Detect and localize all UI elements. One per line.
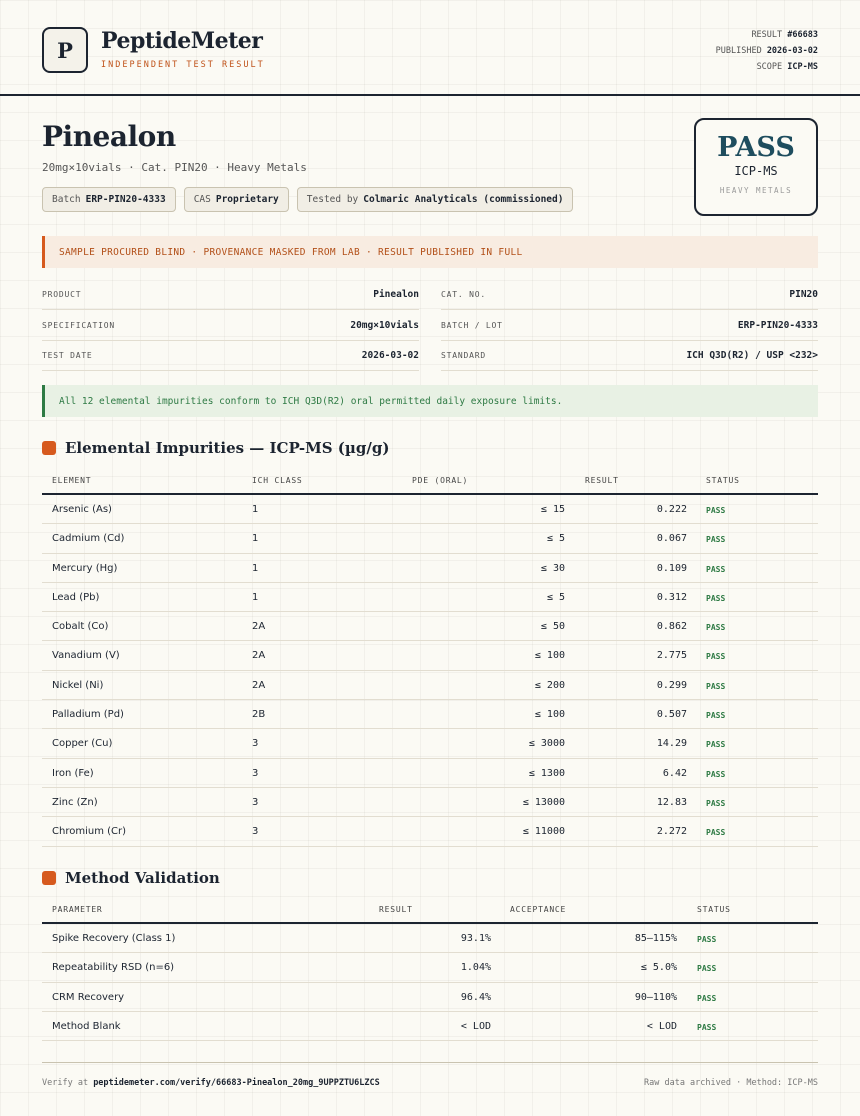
- cell-pde: ≤ 100: [534, 709, 565, 721]
- meta-result-value: #66683: [787, 30, 818, 40]
- verify-prefix: Verify at: [42, 1078, 89, 1088]
- cell-pde: ≤ 11000: [522, 826, 565, 838]
- status-badge: PASS: [706, 593, 726, 603]
- logo-mark: [42, 27, 88, 73]
- cell-result: 93.1%: [460, 933, 491, 944]
- table-row: [42, 671, 818, 700]
- report-footer: [42, 1062, 818, 1102]
- status-badge: PASS: [697, 1022, 717, 1032]
- validation-table-header: [42, 896, 818, 924]
- impurities-title: Elemental Impurities — ICP-MS (µg/g): [65, 439, 390, 457]
- cell-acceptance: ≤ 5.0%: [640, 962, 677, 974]
- product-chips: [42, 187, 573, 212]
- chip-batch-value: ERP-PIN20-4333: [85, 194, 166, 205]
- col-ich-class: ICH CLASS: [252, 476, 303, 485]
- info-test-date: [42, 341, 419, 371]
- cell-result: 0.507: [656, 709, 687, 721]
- cell-element: Arsenic (As): [52, 504, 112, 515]
- cell-acceptance: 85–115%: [634, 933, 677, 944]
- status-badge: PASS: [697, 935, 717, 944]
- cell-result: 14.29: [656, 738, 687, 750]
- table-row: [42, 700, 818, 729]
- status-badge: PASS: [706, 506, 726, 515]
- table-row: [42, 729, 818, 758]
- cell-element: Nickel (Ni): [52, 679, 104, 691]
- cell-parameter: Method Blank: [52, 1020, 121, 1032]
- cell-acceptance: 90–110%: [634, 991, 677, 1003]
- cell-result: < LOD: [460, 1020, 491, 1032]
- info-value: Pinealon: [373, 289, 419, 300]
- cell-element: Mercury (Hg): [52, 562, 118, 574]
- cell-ich-class: 2A: [252, 650, 266, 662]
- table-row: [42, 583, 818, 612]
- info-batch-lot: [441, 311, 818, 341]
- info-value: 20mg×10vials: [350, 320, 419, 331]
- section-marker-icon: [42, 441, 56, 455]
- validation-table: [42, 896, 818, 1041]
- cell-pde: ≤ 13000: [522, 796, 565, 808]
- info-label: SPECIFICATION: [42, 321, 116, 330]
- status-badge: PASS: [697, 993, 717, 1003]
- meta-scope-label: SCOPE: [756, 62, 783, 72]
- info-value: 2026-03-02: [361, 350, 419, 361]
- cell-acceptance: < LOD: [646, 1020, 677, 1032]
- table-row: [42, 641, 818, 670]
- chip-cas-label: CAS: [193, 194, 211, 205]
- cell-pde: ≤ 100: [534, 650, 565, 662]
- meta-scope: [757, 62, 818, 72]
- cell-pde: ≤ 5: [546, 533, 565, 545]
- status-badge: PASS: [706, 652, 726, 662]
- logo-letter: P: [57, 37, 73, 63]
- report-header: [0, 0, 860, 96]
- status-badge: PASS: [706, 711, 726, 721]
- status-badge: PASS: [706, 828, 726, 838]
- impurities-table-header: [42, 467, 818, 495]
- provenance-notice: [42, 236, 818, 268]
- validation-title: Method Validation: [65, 869, 220, 887]
- cell-element: Cadmium (Cd): [52, 533, 125, 545]
- info-standard: [441, 341, 818, 371]
- cell-element: Chromium (Cr): [52, 826, 127, 838]
- conformance-notice: [42, 385, 818, 417]
- footer-method-note: Raw data archived · Method: ICP-MS: [644, 1078, 818, 1088]
- verdict-scope: HEAVY METALS: [719, 186, 793, 195]
- cell-pde: ≤ 3000: [528, 738, 565, 750]
- cell-result: 2.272: [656, 826, 687, 838]
- col-result: RESULT: [585, 476, 619, 485]
- table-row: [42, 554, 818, 583]
- verify-line: [42, 1078, 380, 1088]
- chip-batch-label: Batch: [52, 194, 81, 205]
- cell-result: 0.862: [656, 621, 687, 633]
- table-row: [42, 759, 818, 788]
- info-cat-no: [441, 280, 818, 310]
- product-title: Pinealon: [42, 120, 176, 153]
- provenance-notice-text: SAMPLE PROCURED BLIND · PROVENANCE MASKED FROM LAB · RESULT PUBLISHED IN FULL: [59, 246, 523, 258]
- cell-result: 0.067: [656, 533, 687, 545]
- cell-parameter: Spike Recovery (Class 1): [52, 933, 176, 944]
- info-label: CAT. NO.: [441, 290, 486, 299]
- chip-cas-value: Proprietary: [215, 194, 279, 205]
- table-row: [42, 1012, 818, 1041]
- cell-ich-class: 1: [252, 591, 259, 603]
- status-badge: PASS: [697, 964, 717, 974]
- chip-tested-by-label: Tested by: [306, 194, 359, 205]
- table-row: [42, 953, 818, 982]
- chip-tested-by-value: Colmaric Analyticals (commissioned): [363, 194, 564, 205]
- table-row: [42, 817, 818, 846]
- status-badge: PASS: [706, 740, 726, 750]
- table-row: [42, 612, 818, 641]
- meta-published-label: PUBLISHED: [715, 46, 762, 56]
- cell-ich-class: 2A: [252, 679, 266, 691]
- chip-tested-by: [297, 187, 574, 212]
- cell-pde: ≤ 1300: [528, 767, 565, 779]
- info-product: [42, 280, 419, 310]
- cell-pde: ≤ 5: [546, 591, 565, 603]
- cell-ich-class: 2A: [252, 621, 266, 633]
- meta-scope-value: ICP-MS: [787, 62, 818, 72]
- table-row: [42, 788, 818, 817]
- brand-name: PeptideMeter: [101, 28, 263, 54]
- col-pde: PDE (ORAL): [412, 476, 469, 485]
- info-label: STANDARD: [441, 351, 486, 360]
- cell-parameter: CRM Recovery: [52, 991, 125, 1003]
- cell-element: Palladium (Pd): [52, 709, 124, 721]
- verdict-result: PASS: [717, 132, 795, 163]
- brand-tagline: INDEPENDENT TEST RESULT: [101, 60, 265, 70]
- cell-pde: ≤ 30: [540, 562, 565, 574]
- cell-ich-class: 3: [252, 767, 259, 779]
- section-marker-icon: [42, 871, 56, 885]
- cell-result: 0.312: [656, 591, 687, 603]
- validation-heading: [42, 869, 220, 887]
- status-badge: PASS: [706, 623, 726, 633]
- status-badge: PASS: [706, 535, 726, 545]
- status-badge: PASS: [706, 681, 726, 691]
- col-status: STATUS: [697, 905, 731, 914]
- verify-link[interactable]: peptidemeter.com/verify/66683-Pinealon_20mg_9UPPZTU6LZCS: [93, 1078, 380, 1088]
- validation-table-body: [42, 924, 818, 1041]
- meta-published: [716, 46, 818, 56]
- cell-ich-class: 3: [252, 796, 259, 808]
- impurities-heading: [42, 439, 389, 457]
- chip-cas: [184, 187, 289, 212]
- cell-element: Cobalt (Co): [52, 621, 109, 633]
- impurities-table: [42, 467, 818, 847]
- info-label: TEST DATE: [42, 351, 93, 360]
- cell-result: 0.109: [656, 562, 687, 574]
- cell-ich-class: 1: [252, 504, 259, 515]
- col-result: RESULT: [379, 905, 413, 914]
- cell-element: Zinc (Zn): [52, 796, 98, 808]
- cell-element: Copper (Cu): [52, 738, 113, 750]
- verdict-method: ICP-MS: [734, 164, 778, 178]
- col-status: STATUS: [706, 476, 740, 485]
- info-value: ICH Q3D(R2) / USP <232>: [686, 350, 818, 361]
- cell-result: 6.42: [662, 767, 687, 779]
- cell-result: 0.222: [656, 504, 687, 515]
- cell-ich-class: 3: [252, 738, 259, 750]
- cell-element: Lead (Pb): [52, 591, 100, 603]
- product-subtitle: 20mg×10vials · Cat. PIN20 · Heavy Metals: [42, 161, 307, 174]
- meta-result: [751, 30, 818, 40]
- cell-element: Iron (Fe): [52, 767, 94, 779]
- cell-parameter: Repeatability RSD (n=6): [52, 962, 175, 974]
- cell-ich-class: 3: [252, 826, 259, 838]
- info-value: ERP-PIN20-4333: [737, 320, 818, 331]
- col-acceptance: ACCEPTANCE: [510, 905, 567, 914]
- cell-ich-class: 2B: [252, 709, 266, 721]
- status-badge: PASS: [706, 798, 726, 808]
- conformance-notice-text: All 12 elemental impurities conform to ICH Q3D(R2) oral permitted daily exposure limits.: [59, 395, 563, 407]
- status-badge: PASS: [706, 564, 726, 574]
- info-label: BATCH / LOT: [441, 321, 503, 330]
- table-row: [42, 924, 818, 953]
- impurities-table-body: [42, 495, 818, 847]
- chip-batch: [42, 187, 176, 212]
- table-row: [42, 495, 818, 524]
- cell-result: 1.04%: [460, 962, 491, 974]
- cell-result: 96.4%: [460, 991, 491, 1003]
- table-row: [42, 524, 818, 553]
- verdict-stamp: [694, 118, 818, 216]
- col-parameter: PARAMETER: [52, 905, 103, 914]
- info-value: PIN20: [789, 289, 818, 300]
- col-element: ELEMENT: [52, 476, 92, 485]
- meta-result-label: RESULT: [751, 30, 783, 40]
- status-badge: PASS: [706, 769, 726, 779]
- cell-result: 12.83: [656, 796, 687, 808]
- cell-element: Vanadium (V): [52, 650, 120, 662]
- cell-result: 0.299: [656, 679, 687, 691]
- cell-ich-class: 1: [252, 533, 259, 545]
- table-row: [42, 983, 818, 1012]
- meta-published-value: 2026-03-02: [766, 46, 818, 56]
- cell-result: 2.775: [656, 650, 687, 662]
- cell-pde: ≤ 200: [534, 679, 565, 691]
- info-specification: [42, 311, 419, 341]
- cell-pde: ≤ 15: [540, 504, 565, 515]
- cell-pde: ≤ 50: [540, 621, 565, 633]
- cell-ich-class: 1: [252, 562, 259, 574]
- info-label: PRODUCT: [42, 290, 82, 299]
